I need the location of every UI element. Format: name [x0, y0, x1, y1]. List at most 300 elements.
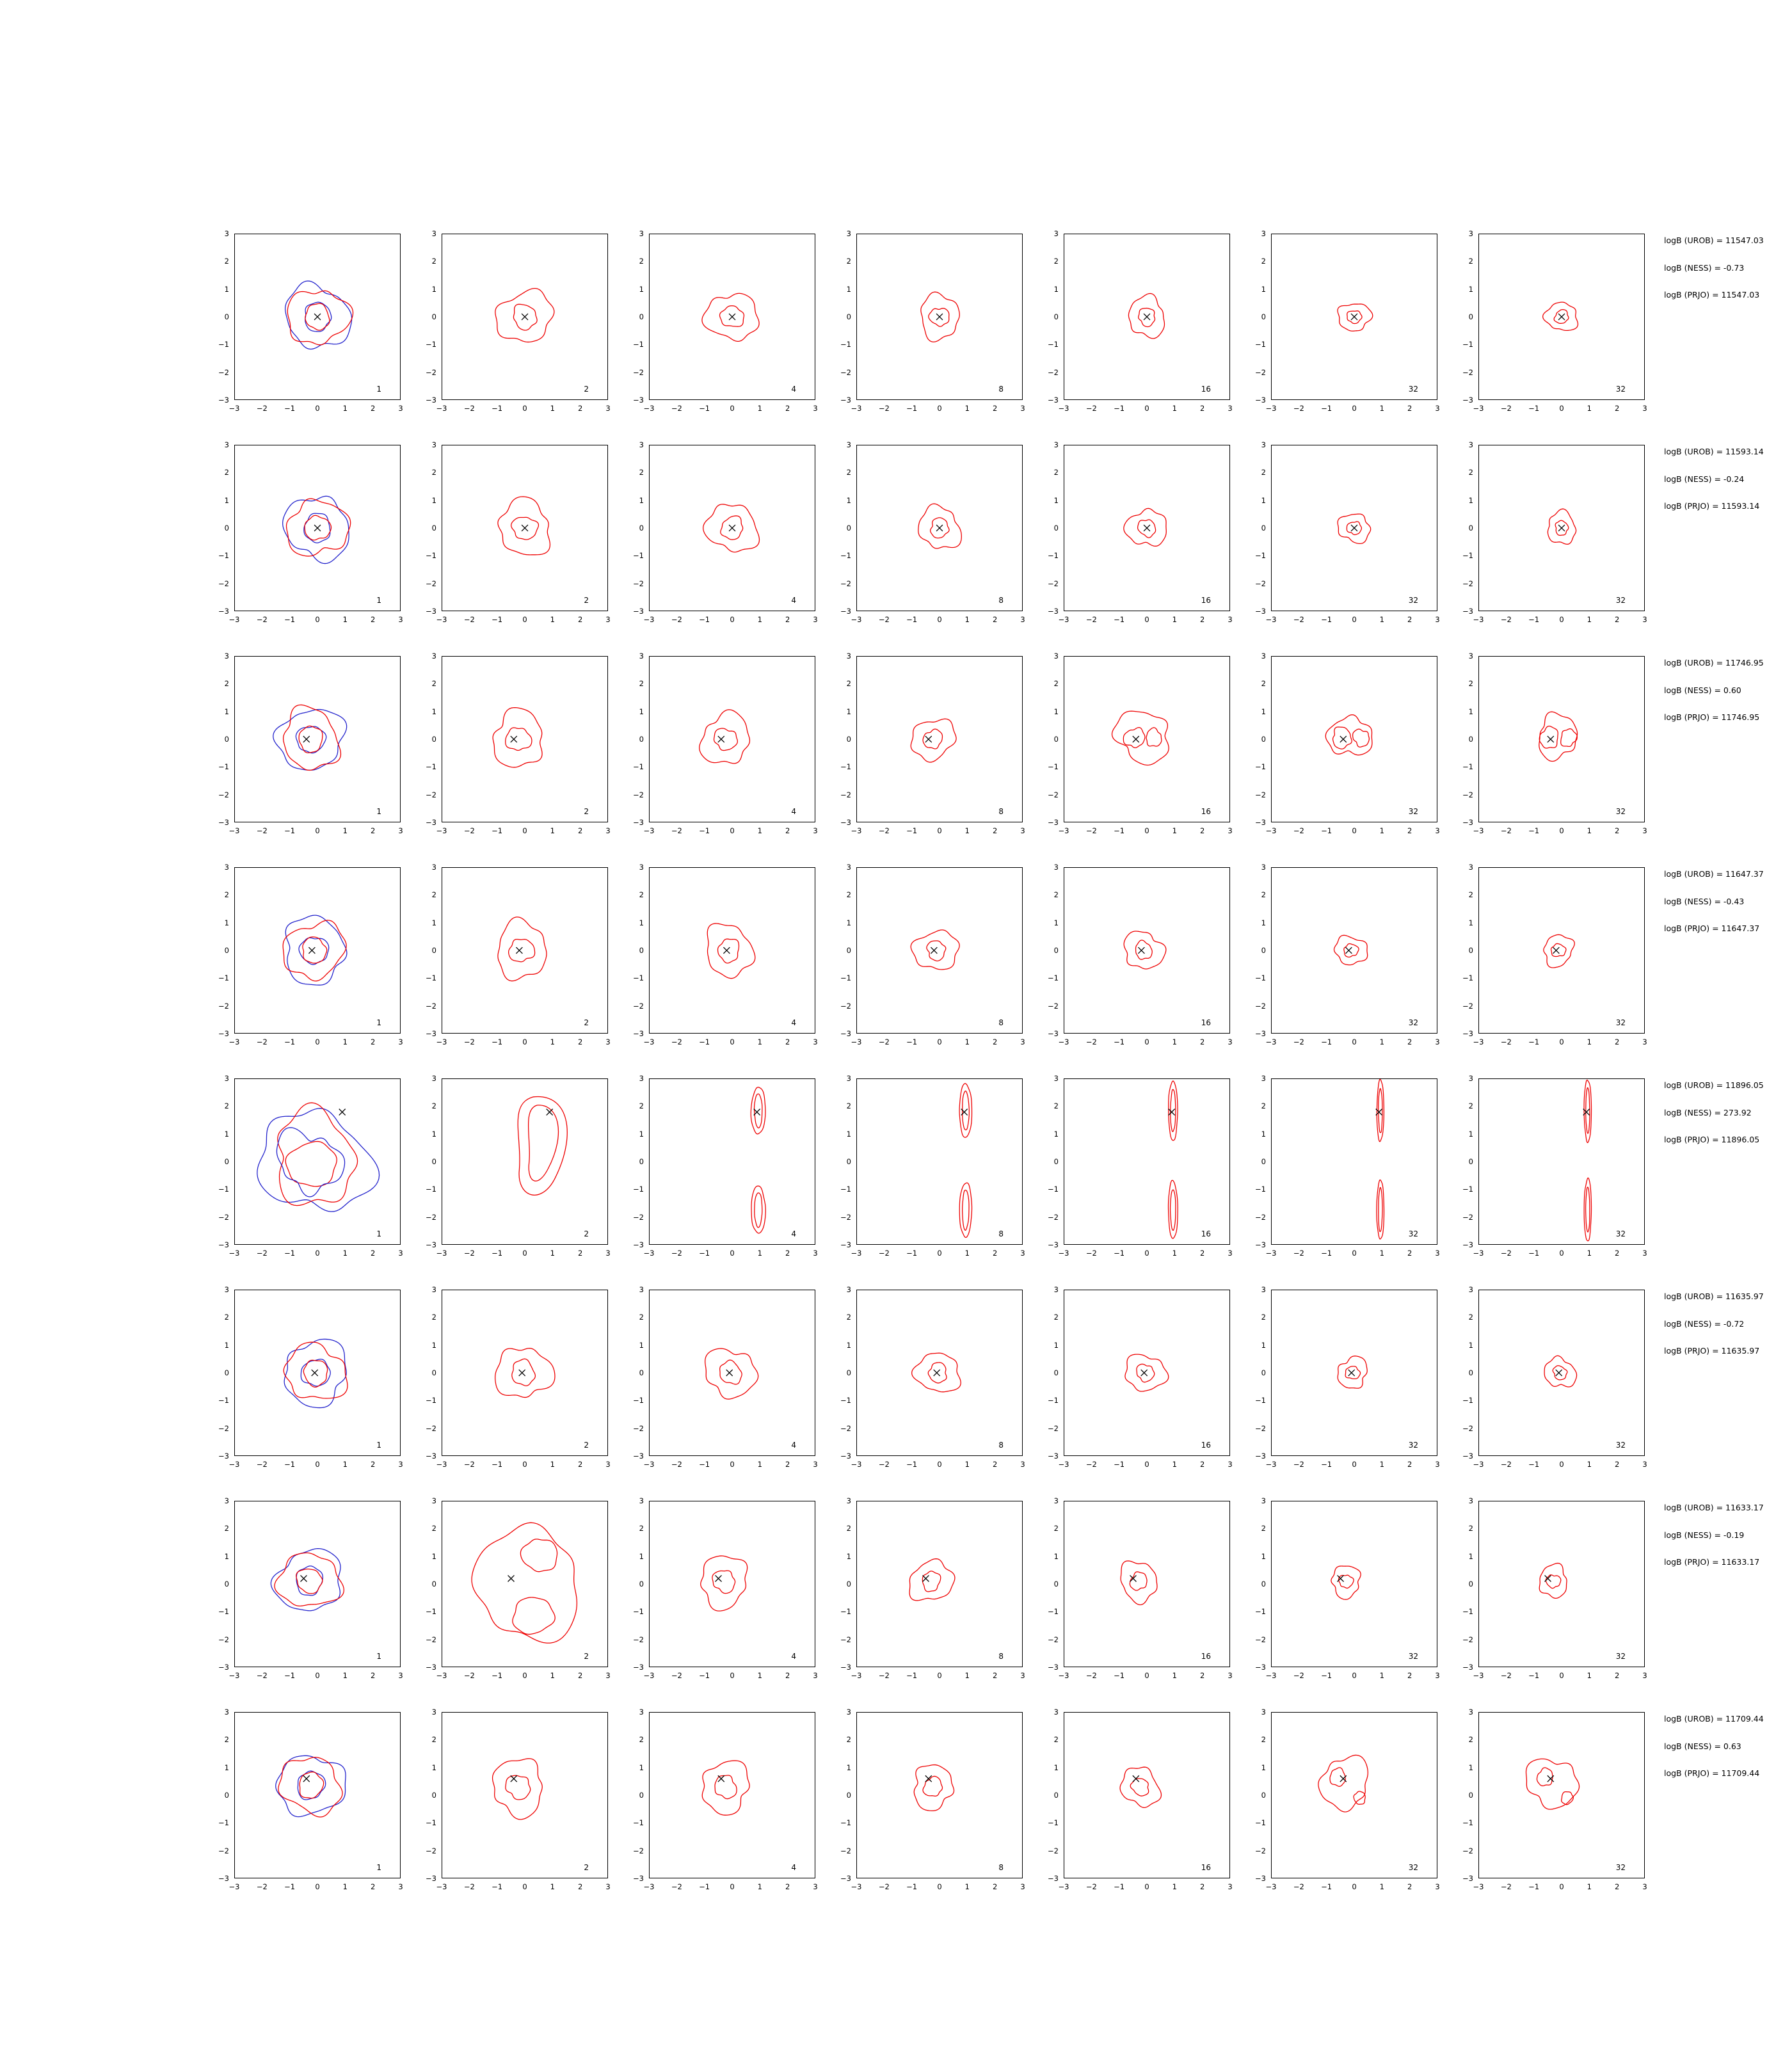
contour-panel	[626, 1072, 824, 1270]
x-tick-label: −3	[1265, 1037, 1277, 1046]
y-tick-label: 3	[431, 1285, 436, 1294]
x-tick-label: −2	[256, 404, 268, 413]
x-tick-label: −2	[463, 826, 475, 835]
y-tick-label: 1	[431, 495, 436, 505]
x-tick-label: −3	[1058, 1882, 1069, 1891]
y-tick-label: 0	[1468, 312, 1473, 321]
y-tick-label: −3	[1462, 1240, 1473, 1249]
contour-panel	[1248, 861, 1446, 1059]
y-tick-label: 2	[846, 890, 851, 900]
y-tick-label: 0	[1053, 1580, 1059, 1588]
x-tick-label: 3	[1020, 1249, 1025, 1258]
panel-index-label: 32	[1408, 1863, 1418, 1872]
y-tick-label: 1	[1053, 1129, 1059, 1139]
x-tick-label: 1	[757, 826, 762, 835]
panel-index-label: 32	[1408, 1652, 1418, 1661]
x-tick-label: 3	[1435, 826, 1440, 835]
x-tick-label: −1	[1528, 1882, 1540, 1891]
x-tick-label: 2	[992, 1460, 998, 1469]
x-tick-label: −2	[671, 1671, 682, 1680]
x-tick-label: 3	[1642, 1671, 1647, 1680]
x-tick-label: −1	[1114, 1882, 1125, 1891]
logb-annotation: logB (NESS) = 0.60	[1664, 685, 1741, 695]
x-tick-label: 0	[315, 1249, 320, 1258]
y-tick-label: −1	[1255, 973, 1266, 983]
y-tick-label: −2	[633, 579, 644, 588]
y-tick-label: −2	[1048, 579, 1059, 588]
row-annotation-column	[1664, 237, 1792, 1926]
x-tick-label: 0	[1352, 404, 1357, 413]
y-tick-label: −3	[1255, 1029, 1266, 1038]
y-tick-label: −2	[1048, 1001, 1059, 1011]
y-tick-label: 2	[1468, 1101, 1473, 1111]
y-tick-label: 1	[1053, 495, 1059, 505]
y-tick-label: −3	[1048, 1663, 1059, 1672]
y-tick-label: 0	[1261, 524, 1266, 532]
x-tick-label: −3	[643, 615, 655, 624]
x-tick-label: 0	[1559, 1460, 1564, 1469]
x-tick-label: −3	[436, 826, 447, 835]
y-tick-label: −3	[633, 396, 644, 404]
x-tick-label: −2	[463, 1882, 475, 1891]
panel-axes	[1064, 1501, 1230, 1667]
panel-axes	[1271, 1501, 1437, 1667]
y-tick-label: 0	[1261, 1791, 1266, 1800]
x-tick-label: −2	[671, 615, 682, 624]
panel-axes	[856, 1501, 1023, 1667]
x-tick-label: 0	[522, 404, 527, 413]
panel-index-label: 1	[376, 1863, 381, 1872]
row-annotation-block	[1664, 448, 1792, 646]
y-tick-label: 3	[846, 229, 851, 238]
y-tick-label: 3	[1468, 1074, 1473, 1083]
y-tick-label: −1	[840, 1607, 851, 1617]
x-tick-label: 2	[785, 1882, 790, 1891]
contour-panel	[1041, 650, 1239, 848]
panel-index-label: 32	[1615, 1863, 1626, 1872]
y-tick-label: 2	[1261, 468, 1266, 477]
y-tick-label: 2	[1261, 1101, 1266, 1111]
y-tick-label: −3	[1255, 1240, 1266, 1249]
x-tick-label: 2	[992, 404, 998, 413]
x-tick-label: 3	[1020, 615, 1025, 624]
x-tick-label: 2	[1614, 1460, 1620, 1469]
y-tick-label: −1	[426, 1185, 436, 1194]
x-tick-label: 2	[577, 404, 583, 413]
x-tick-label: 1	[757, 1249, 762, 1258]
x-tick-label: −3	[228, 1460, 240, 1469]
x-tick-label: 2	[370, 404, 376, 413]
y-tick-label: 2	[224, 1524, 229, 1533]
panel-index-label: 1	[376, 385, 381, 394]
x-tick-label: 1	[550, 1249, 555, 1258]
y-tick-label: 3	[1468, 1496, 1473, 1505]
y-tick-label: 3	[1053, 863, 1059, 872]
panel-axes	[442, 234, 608, 400]
y-tick-label: −3	[218, 607, 229, 616]
x-tick-label: 3	[1020, 1671, 1025, 1680]
x-tick-label: 3	[1642, 1037, 1647, 1046]
panel-index-label: 32	[1615, 1018, 1626, 1027]
x-tick-label: −3	[643, 1249, 655, 1258]
x-tick-label: 2	[577, 1460, 583, 1469]
x-tick-label: −1	[1321, 1249, 1332, 1258]
x-tick-label: −1	[1528, 1037, 1540, 1046]
x-tick-label: −3	[1058, 1671, 1069, 1680]
x-tick-label: −1	[1321, 404, 1332, 413]
x-tick-label: 2	[577, 1249, 583, 1258]
x-tick-label: −2	[1500, 1249, 1512, 1258]
logb-annotation: logB (PRJO) = 11896.05	[1664, 1135, 1760, 1144]
x-tick-label: 1	[1379, 1460, 1384, 1469]
x-tick-label: 3	[1228, 1882, 1233, 1891]
y-tick-label: −3	[1048, 1874, 1059, 1883]
x-tick-label: −2	[256, 1671, 268, 1680]
panel-index-label: 16	[1201, 807, 1211, 816]
x-tick-label: 3	[813, 1882, 818, 1891]
x-tick-label: 2	[577, 1037, 583, 1046]
x-tick-label: 3	[605, 1671, 611, 1680]
x-tick-label: −3	[643, 826, 655, 835]
contour-panel	[419, 1072, 617, 1270]
x-tick-label: 3	[1435, 404, 1440, 413]
y-tick-label: 2	[1261, 890, 1266, 900]
panel-axes	[649, 867, 815, 1034]
y-tick-label: −2	[633, 1001, 644, 1011]
x-tick-label: 2	[1407, 404, 1412, 413]
y-tick-label: −1	[218, 1185, 229, 1194]
panel-index-label: 32	[1408, 1441, 1418, 1450]
y-tick-label: −1	[1048, 1396, 1059, 1405]
y-tick-label: 0	[224, 735, 229, 744]
y-tick-label: −2	[1255, 367, 1266, 377]
x-tick-label: −2	[671, 826, 682, 835]
x-tick-label: 3	[398, 1671, 403, 1680]
y-tick-label: −2	[218, 1423, 229, 1433]
y-tick-label: 0	[224, 1368, 229, 1377]
x-tick-label: 0	[315, 1037, 320, 1046]
x-tick-label: 2	[1407, 826, 1412, 835]
y-tick-label: 2	[431, 1313, 436, 1322]
y-tick-label: 0	[639, 735, 644, 744]
x-tick-label: 3	[605, 1882, 611, 1891]
y-tick-label: −1	[1462, 762, 1473, 772]
x-tick-label: −3	[851, 404, 862, 413]
y-tick-label: −3	[840, 1874, 851, 1883]
y-tick-label: −2	[218, 1001, 229, 1011]
y-tick-label: −2	[1462, 1846, 1473, 1855]
y-tick-label: −1	[633, 1396, 644, 1405]
contour-panel	[419, 227, 617, 426]
panel-index-label: 32	[1615, 596, 1626, 605]
contour-panel	[1041, 227, 1239, 426]
contour-panel	[833, 438, 1032, 637]
panel-axes	[649, 656, 815, 822]
contour-panel	[1041, 1706, 1239, 1904]
y-tick-label: 3	[431, 440, 436, 449]
y-tick-label: 0	[1261, 735, 1266, 744]
x-tick-label: −3	[851, 1249, 862, 1258]
panel-index-label: 2	[584, 1229, 589, 1238]
y-tick-label: 3	[1261, 1074, 1266, 1083]
x-tick-label: 3	[813, 1460, 818, 1469]
x-tick-label: −3	[1265, 1882, 1277, 1891]
x-tick-label: −2	[1085, 615, 1097, 624]
y-tick-label: −3	[633, 607, 644, 616]
y-tick-label: −1	[426, 551, 436, 561]
logb-annotation: logB (PRJO) = 11547.03	[1664, 290, 1760, 300]
y-tick-label: 3	[224, 652, 229, 660]
y-tick-label: 1	[1053, 918, 1059, 927]
y-tick-label: −2	[840, 1635, 851, 1644]
x-tick-label: −3	[1473, 826, 1484, 835]
x-tick-label: 3	[1435, 1882, 1440, 1891]
panel-axes	[1064, 234, 1230, 400]
y-tick-label: 0	[224, 1157, 229, 1166]
x-tick-label: −2	[878, 404, 890, 413]
y-tick-label: −1	[1462, 1818, 1473, 1828]
x-tick-label: 2	[785, 404, 790, 413]
contour-panel	[1455, 1706, 1654, 1904]
y-tick-label: −1	[426, 1607, 436, 1617]
y-tick-label: 3	[1053, 1496, 1059, 1505]
x-tick-label: −2	[1085, 1882, 1097, 1891]
x-tick-label: 1	[1587, 1037, 1592, 1046]
x-tick-label: −3	[851, 1460, 862, 1469]
x-tick-label: 1	[757, 1037, 762, 1046]
x-tick-label: −1	[284, 1037, 296, 1046]
panel-axes	[649, 1078, 815, 1245]
x-tick-label: 3	[398, 826, 403, 835]
x-tick-label: 3	[813, 404, 818, 413]
y-tick-label: 0	[846, 1157, 851, 1166]
y-tick-label: 1	[639, 1129, 644, 1139]
contour-panel	[833, 1494, 1032, 1693]
y-tick-label: 3	[1468, 1285, 1473, 1294]
y-tick-label: −1	[218, 551, 229, 561]
x-tick-label: 3	[1435, 1037, 1440, 1046]
x-tick-label: −2	[1085, 404, 1097, 413]
x-tick-label: 3	[605, 404, 611, 413]
contour-panel	[211, 438, 410, 637]
x-tick-label: −1	[1321, 615, 1332, 624]
y-tick-label: 1	[1261, 1129, 1266, 1139]
x-tick-label: 3	[1435, 1249, 1440, 1258]
x-tick-label: −2	[463, 1037, 475, 1046]
y-tick-label: 3	[431, 1074, 436, 1083]
x-tick-label: 2	[992, 1037, 998, 1046]
x-tick-label: 1	[550, 1671, 555, 1680]
y-tick-label: 0	[846, 946, 851, 955]
x-tick-label: −2	[1293, 826, 1304, 835]
y-tick-label: 1	[1261, 918, 1266, 927]
y-tick-label: −3	[1255, 396, 1266, 404]
x-tick-label: 0	[937, 826, 942, 835]
y-tick-label: −1	[218, 1396, 229, 1405]
logb-annotation: logB (NESS) = -0.19	[1664, 1530, 1745, 1540]
x-tick-label: −1	[906, 1037, 918, 1046]
y-tick-label: 3	[846, 440, 851, 449]
x-tick-label: 1	[1172, 1037, 1177, 1046]
x-tick-label: 1	[1172, 826, 1177, 835]
y-tick-label: −3	[1255, 1452, 1266, 1460]
x-tick-label: 1	[757, 1671, 762, 1680]
x-tick-label: 1	[1379, 826, 1384, 835]
panel-index-label: 16	[1201, 1018, 1211, 1027]
panel-index-label: 32	[1408, 596, 1418, 605]
y-tick-label: −3	[840, 1452, 851, 1460]
x-tick-label: 0	[1144, 826, 1149, 835]
panel-index-label: 8	[998, 596, 1004, 605]
x-tick-label: 0	[1352, 1249, 1357, 1258]
x-tick-label: −2	[878, 1249, 890, 1258]
y-tick-label: 2	[1261, 1735, 1266, 1745]
x-tick-label: 1	[964, 826, 970, 835]
x-tick-label: 2	[1614, 826, 1620, 835]
x-tick-label: 2	[785, 826, 790, 835]
panel-axes	[1064, 1078, 1230, 1245]
contour-panel	[1041, 1072, 1239, 1270]
x-tick-label: −2	[1500, 404, 1512, 413]
y-tick-label: 3	[1053, 1074, 1059, 1083]
y-tick-label: 1	[431, 1340, 436, 1350]
y-tick-label: 2	[1261, 1524, 1266, 1533]
x-tick-label: 0	[730, 615, 735, 624]
y-tick-label: −3	[426, 1240, 436, 1249]
x-tick-label: 1	[1172, 404, 1177, 413]
x-tick-label: −3	[436, 1460, 447, 1469]
y-tick-label: −1	[1462, 1607, 1473, 1617]
contour-panel	[1248, 1494, 1446, 1693]
x-tick-label: 2	[1199, 826, 1205, 835]
y-tick-label: −3	[840, 396, 851, 404]
y-tick-label: 2	[224, 1313, 229, 1322]
panel-index-label: 1	[376, 807, 381, 816]
x-tick-label: −3	[1473, 1882, 1484, 1891]
x-tick-label: −3	[436, 1249, 447, 1258]
x-tick-label: −2	[256, 1037, 268, 1046]
y-tick-label: 3	[224, 1496, 229, 1505]
y-tick-label: 1	[224, 1129, 229, 1139]
x-tick-label: −1	[492, 1037, 503, 1046]
y-tick-label: −2	[633, 1212, 644, 1222]
y-tick-label: −1	[633, 762, 644, 772]
y-tick-label: 3	[431, 1496, 436, 1505]
panel-index-label: 2	[584, 1441, 589, 1450]
panel-index-label: 32	[1615, 1229, 1626, 1238]
x-tick-label: 1	[1587, 1249, 1592, 1258]
y-tick-label: 2	[224, 679, 229, 689]
y-tick-label: 2	[431, 1735, 436, 1745]
panel-axes	[649, 1501, 815, 1667]
x-tick-label: −3	[228, 826, 240, 835]
x-tick-label: 0	[1559, 826, 1564, 835]
y-tick-label: 1	[846, 1129, 851, 1139]
x-tick-label: −3	[851, 1671, 862, 1680]
x-tick-label: 0	[1559, 1249, 1564, 1258]
panel-axes	[856, 1078, 1023, 1245]
y-tick-label: 1	[639, 1340, 644, 1350]
y-tick-label: 0	[1053, 946, 1059, 955]
panel-index-label: 1	[376, 1229, 381, 1238]
panel-axes	[1064, 867, 1230, 1034]
y-tick-label: −3	[218, 818, 229, 827]
x-tick-label: 2	[1199, 1882, 1205, 1891]
contour-panel	[833, 1283, 1032, 1482]
y-tick-label: 3	[1261, 1285, 1266, 1294]
contour-panel	[1455, 227, 1654, 426]
y-tick-label: −2	[1048, 1212, 1059, 1222]
x-tick-label: −2	[1293, 1671, 1304, 1680]
y-tick-label: −1	[1255, 1818, 1266, 1828]
x-tick-label: 0	[730, 1249, 735, 1258]
panel-index-label: 16	[1201, 1229, 1211, 1238]
x-tick-label: 3	[1228, 1671, 1233, 1680]
x-tick-label: 1	[550, 826, 555, 835]
y-tick-label: −1	[426, 762, 436, 772]
x-tick-label: −1	[1321, 1037, 1332, 1046]
y-tick-label: −2	[840, 790, 851, 799]
x-tick-label: −3	[228, 1882, 240, 1891]
y-tick-label: 0	[1468, 946, 1473, 955]
y-tick-label: 3	[1261, 229, 1266, 238]
y-tick-label: 3	[846, 652, 851, 660]
y-tick-label: 0	[431, 946, 436, 955]
logb-annotation: logB (UROB) = 11709.44	[1664, 1714, 1764, 1724]
panel-axes	[234, 1290, 401, 1456]
x-tick-label: 3	[398, 1460, 403, 1469]
x-tick-label: 0	[730, 1037, 735, 1046]
x-tick-label: 3	[1642, 615, 1647, 624]
y-tick-label: −1	[1255, 551, 1266, 561]
panel-axes	[234, 445, 401, 611]
y-tick-label: −1	[1255, 340, 1266, 349]
x-tick-label: 0	[937, 1037, 942, 1046]
panel-axes	[856, 867, 1023, 1034]
x-tick-label: −3	[1473, 1671, 1484, 1680]
contour-panel	[833, 227, 1032, 426]
x-tick-label: −2	[1293, 1460, 1304, 1469]
x-tick-label: 0	[522, 615, 527, 624]
y-tick-label: 2	[431, 1101, 436, 1111]
panel-index-label: 4	[791, 1441, 796, 1450]
x-tick-label: −1	[1528, 1460, 1540, 1469]
x-tick-label: 0	[730, 1882, 735, 1891]
panel-index-label: 16	[1201, 1652, 1211, 1661]
panel-axes	[442, 1712, 608, 1878]
x-tick-label: 2	[785, 1460, 790, 1469]
y-tick-label: −2	[1462, 1635, 1473, 1644]
x-tick-label: 2	[785, 615, 790, 624]
panel-axes	[234, 234, 401, 400]
y-tick-label: −3	[840, 607, 851, 616]
y-tick-label: 0	[1468, 1580, 1473, 1588]
y-tick-label: −1	[1048, 1607, 1059, 1617]
y-tick-label: 0	[224, 312, 229, 321]
x-tick-label: 0	[1144, 404, 1149, 413]
x-tick-label: 1	[1172, 1882, 1177, 1891]
panel-axes	[442, 1290, 608, 1456]
x-tick-label: 0	[937, 615, 942, 624]
logb-annotation: logB (UROB) = 11635.97	[1664, 1292, 1764, 1301]
y-tick-label: 1	[1468, 1129, 1473, 1139]
x-tick-label: 1	[342, 404, 348, 413]
y-tick-label: −1	[633, 973, 644, 983]
contour-panel	[1248, 1283, 1446, 1482]
y-tick-label: −1	[633, 1607, 644, 1617]
y-tick-label: 0	[1053, 1368, 1059, 1377]
x-tick-label: 0	[522, 1882, 527, 1891]
